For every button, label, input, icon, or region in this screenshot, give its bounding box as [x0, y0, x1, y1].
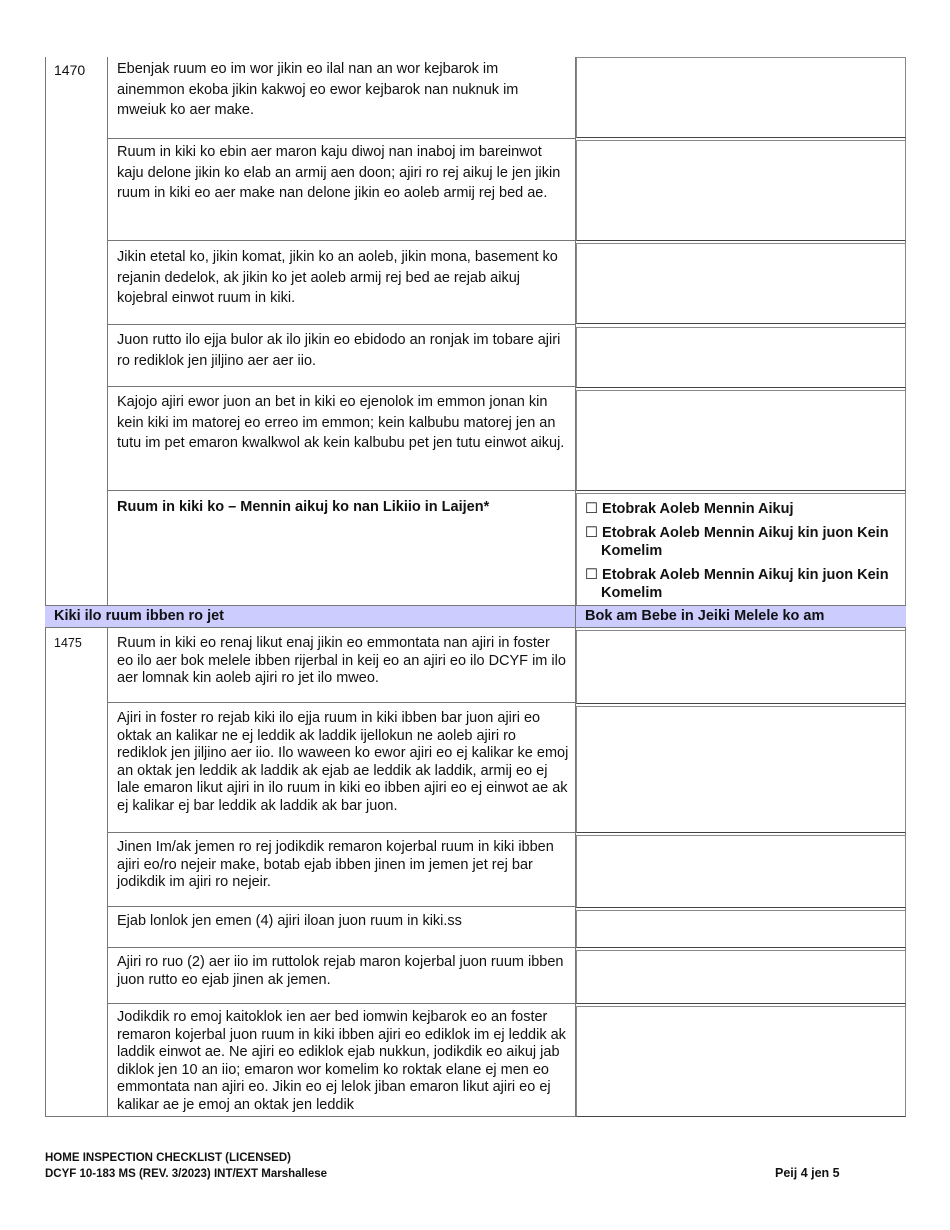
row-separator [107, 490, 575, 491]
section-header-left: Kiki ilo ruum ibben ro jet [54, 608, 224, 624]
requirement-text: Jodikdik ro emoj kaitoklok ien aer bed iomwin kejbarok eo an foster remaron kojerbal juon ruum in kiki ibben ajiri eo ediklok im ej leddik ak laddik einwot ae. Ne ajiri eo ediklok ejab nukkun, jodikdik eo aikuj jab diklok jen 10 an iio; emaron wor komelim ko roktak elane ej men eo emmontata nan ajiri eo. Jikin eo ej lelok jiban emaron likut ajiri eo ej kalikar ae je emoj an oktak jen leddik [117, 1009, 566, 1113]
requirement-text: Ajiri in foster ro rejab kiki ilo ejja ruum in kiki ibben bar juon ajiri eo oktak an kalikar ne ej leddik ak laddik ijellokun ne aoleb ajiri ro rediklok jen jiljino aer iio. Ilo waween ko ewor ajiri eo ej kalikar ke emoj an oktak jen leddik ak laddik ak ejab ae leddik ak laddik, armij eo ej lale emaron likut ajiri in ilo ruum in kiki eo ibben ajiri eo ej einwot ae ak ej kalikar ej bar leddik ak laddik ak bar juon. [117, 710, 569, 814]
form-title: HOME INSPECTION CHECKLIST (LICENSED) [45, 1152, 291, 1164]
row-separator [107, 906, 575, 907]
left-border [45, 57, 46, 1117]
response-box[interactable] [576, 57, 906, 138]
summary-label: Ruum in kiki ko – Mennin aikuj ko nan Likiio in Laijen* [117, 499, 490, 515]
response-box[interactable] [576, 140, 906, 241]
checkbox-icon[interactable]: ☐ [585, 501, 598, 517]
row-separator [107, 324, 575, 325]
code-column-divider [107, 57, 108, 1117]
row-separator [107, 138, 575, 139]
last-row-clip [108, 1005, 575, 1116]
row-separator [107, 832, 575, 833]
response-box[interactable] [576, 327, 906, 388]
requirement-text: Jikin etetal ko, jikin komat, jikin ko an aoleb, jikin mona, basement ko rejanin dedelok, ak jikin ko jet aoleb armij rej bed ae rejab aikuj kojebral einwot ruum in kiki. [117, 249, 558, 306]
header-divider [575, 605, 576, 628]
checkbox-icon[interactable]: ☐ [585, 525, 598, 541]
requirement-text: Kajojo ajiri ewor juon an bet in kiki eo ejenolok im emmon jonan kin kein kiki im matorej eo erreo im emmon; kein kalbubu matorej jen an tutu im pet emaron kwalkwol ak kein kalbubu pet jen tutu einwot aikuj. [117, 394, 565, 451]
response-box[interactable] [576, 390, 906, 491]
checkbox-label: Etobrak Aoleb Mennin Aikuj [602, 501, 794, 517]
section-header-right: Bok am Bebe in Jeiki Melele ko am [585, 608, 825, 624]
response-box[interactable] [576, 243, 906, 324]
response-box[interactable] [576, 910, 906, 948]
requirement-text: Ajiri ro ruo (2) aer iio im ruttolok rejab maron kojerbal juon ruum ibben juon rutto eo ejab jinen ak jemen. [117, 954, 564, 988]
requirement-text: Jinen Im/ak jemen ro rej jodikdik remaron kojerbal ruum in kiki ibben ajiri eo/ro nejeir make, botab ejab ibben jinen im jemen jet rej bar jodikdik im ajiri ro nejeir. [117, 839, 554, 890]
checkbox-label: Etobrak Aoleb Mennin Aikuj kin juon Kein Komelim [601, 525, 889, 559]
row-separator [107, 947, 575, 948]
checkbox-icon[interactable]: ☐ [585, 567, 598, 583]
checkbox-option[interactable] [585, 566, 901, 602]
section-code-1470: 1470 [54, 62, 86, 78]
form-number: DCYF 10-183 MS (REV. 3/2023) INT/EXT Marshallese [45, 1168, 328, 1180]
row-separator [107, 702, 575, 703]
row-separator [107, 386, 575, 387]
requirement-text: Ruum in kiki eo renaj likut enaj jikin eo emmontata nan ajiri in foster eo ilo aer bok melele ibben rijerbal in keij eo an ajiri eo ilo DCYF im ilo aer lomnak kin aoleb ajiri ro jet ilo mweo. [117, 635, 566, 686]
row-separator [107, 240, 575, 241]
checkbox-label: Etobrak Aoleb Mennin Aikuj kin juon Kein Komelim [601, 567, 889, 601]
checkbox-option[interactable] [585, 500, 895, 518]
requirement-text: Ebenjak ruum eo im wor jikin eo ilal nan an wor kejbarok im ainemmon ekoba jikin kakwoj eo ewor kejbarok nan nuknuk im mweiuk ko aer make. [117, 61, 519, 118]
row-separator [107, 1003, 575, 1004]
response-box[interactable] [576, 835, 906, 908]
requirement-text: Juon rutto ilo ejja bulor ak ilo jikin eo ebidodo an ronjak im tobare ajiri ro rediklok jen jiljino aer aer iio. [117, 332, 561, 369]
requirement-text: Ruum in kiki ko ebin aer maron kaju diwoj nan inaboj im bareinwot kaju delone jikin ko elab an armij aen doon; ajiri ro rej aikuj le jen jikin ruum in kiki eo aer make nan delone jikin eo aoleb armij rej bed ae. [117, 144, 561, 201]
response-box[interactable] [576, 630, 906, 704]
response-box[interactable] [576, 706, 906, 833]
response-box[interactable] [576, 1006, 906, 1117]
page-number: Peij 4 jen 5 [775, 1166, 840, 1180]
section-code-1475: 1475 [54, 636, 82, 650]
checkbox-option[interactable] [585, 524, 901, 560]
requirement-text: Ejab lonlok jen emen (4) ajiri iloan juon ruum in kiki.ss [117, 913, 462, 929]
response-box[interactable] [576, 950, 906, 1004]
